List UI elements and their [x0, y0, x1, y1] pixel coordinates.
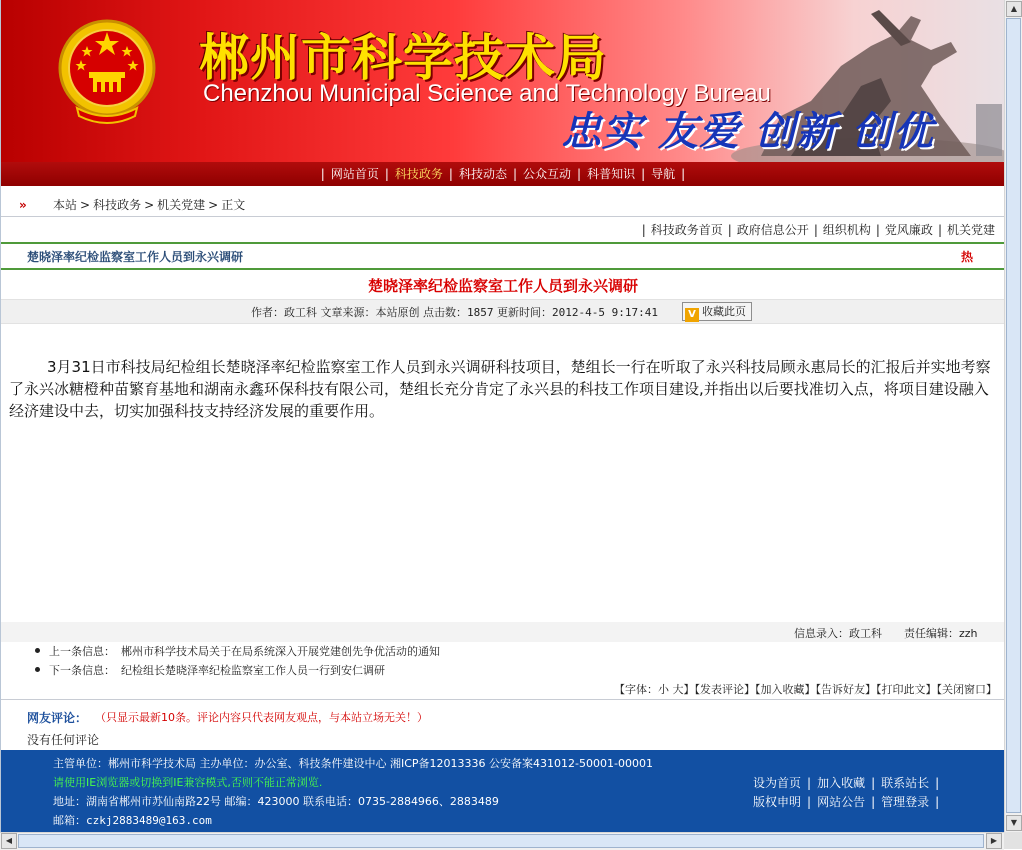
national-emblem-icon — [57, 12, 157, 130]
comments-note: （只显示最新10条。评论内容只代表网友观点，与本站立场无关！） — [95, 711, 428, 724]
update-time: 2012-4-5 9:17:41 — [552, 306, 658, 319]
article-title: 楚晓泽率纪检监察室工作人员到永兴调研 — [367, 277, 638, 295]
nav-item-guide[interactable]: 导航 — [651, 167, 676, 181]
breadcrumb-home[interactable]: 本站 — [53, 198, 78, 212]
subnav-item-gov-info[interactable]: 政府信息公开 — [736, 223, 809, 237]
footer-address: 地址：湖南省郴州市苏仙南路22号 邮编：423000 联系电话：0735-2884966、2883489 — [53, 795, 499, 808]
close-window-link[interactable]: 【关闭窗口】 — [936, 683, 997, 696]
footer-sponsor: 主管单位：郴州市科学技术局 主办单位：办公室、科技条件建设中心 湘ICP备12013336 公安备案431012-50001-00001 — [53, 757, 653, 770]
nav-item-sci-affairs[interactable]: 科技政务 — [394, 167, 443, 181]
banner-subtitle: Chenzhou Municipal Science and Technology Bureau — [203, 80, 771, 107]
no-comments-text: 没有任何评论 — [27, 733, 100, 747]
print-article-link[interactable]: 【打印此文】 — [876, 683, 937, 696]
next-article-link[interactable]: 纪检组长楚晓泽率纪检监察室工作人员一行到安仁调研 — [121, 664, 385, 677]
subnav-item-sci-affairs-home[interactable]: 科技政务首页 — [650, 223, 723, 237]
set-homepage-link[interactable]: 设为首页 — [753, 776, 802, 790]
subnav-item-integrity[interactable]: 党风廉政 — [884, 223, 933, 237]
nav-item-sci-news[interactable]: 科技动态 — [458, 167, 507, 181]
tell-friend-link[interactable]: 【告诉好友】 — [815, 683, 876, 696]
post-comment-link[interactable]: 【发表评论】 — [694, 683, 755, 696]
site-footer — [1, 750, 1005, 832]
vertical-scrollbar[interactable] — [1004, 0, 1022, 832]
divider — [1, 268, 1005, 270]
banner-title: 郴州市科学技术局 — [199, 29, 607, 87]
nav-item-public-interaction[interactable]: 公众互动 — [523, 167, 572, 181]
footer-email: 邮箱：czkj2883489@163.com — [53, 814, 212, 827]
article-body: 3月31日市科技局纪检组长楚晓泽率纪检监察室工作人员到永兴调研科技项目，楚组长一行在听取了永兴科技局顾永惠局长的汇报后并实地考察了永兴冰糖橙种苗繁育基地和湖南永鑫环保科技有限公司，楚组长充分肯定了永兴县的科技工作项目建设,并指出以后要找准切入点，将项目建设融入经济建设中去，切实加强科技支持经济发展的重要作用。 — [9, 358, 991, 420]
add-favorite-footer-link[interactable]: 加入收藏 — [817, 776, 866, 790]
article-header-title: 楚晓泽率纪检监察室工作人员到永兴调研 — [27, 250, 244, 264]
breadcrumb-party-building[interactable]: 机关党建 — [157, 198, 206, 212]
comments-label: 网友评论： — [27, 711, 88, 725]
prev-article-link[interactable]: 郴州市科学技术局关于在局系统深入开展党建创先争优活动的通知 — [121, 645, 440, 658]
admin-login-link[interactable]: 管理登录 — [881, 795, 930, 809]
footer-links-bottom: 版权申明 | 网站公告 | 管理登录 | — [753, 795, 940, 809]
main-nav: | 网站首页 | 科技政务 | 科技动态 | 公众互动 | 科普知识 | 导航 | — [1, 162, 1005, 186]
article-source: 本站原创 — [375, 306, 420, 319]
sub-nav: | 科技政务首页 | 政府信息公开 | 组织机构 | 党风廉政 | 机关党建 — [641, 223, 995, 237]
subnav-item-party-building[interactable]: 机关党建 — [946, 223, 995, 237]
divider — [1, 699, 1005, 700]
banner-slogan: 忠实 友爱 创新 创优 — [561, 109, 934, 155]
breadcrumb-current: 正文 — [221, 198, 246, 212]
scroll-up-icon[interactable]: ▲ — [1006, 1, 1022, 17]
prev-article: 上一条信息： 郴州市科学技术局关于在局系统深入开展党建创先争优活动的通知 — [35, 643, 440, 659]
divider — [1, 216, 1005, 217]
footer-browser-warning: 请使用IE浏览器或切换到IE兼容模式,否则不能正常浏览. — [53, 776, 323, 789]
nav-item-popular-science[interactable]: 科普知识 — [587, 167, 636, 181]
horizontal-scroll-thumb[interactable] — [18, 834, 984, 848]
divider — [1, 242, 1005, 244]
editor-name: zzh — [959, 627, 978, 640]
breadcrumb-sci-affairs[interactable]: 科技政务 — [93, 198, 142, 212]
site-banner — [1, 0, 1005, 162]
article-toolbar: 【字体：小 大】【发表评论】【加入收藏】【告诉好友】【打印此文】【关闭窗口】 — [614, 683, 997, 696]
scroll-left-icon[interactable]: ◀ — [1, 833, 17, 849]
site-notice-link[interactable]: 网站公告 — [817, 795, 866, 809]
add-favorite-link[interactable]: 【加入收藏】 — [755, 683, 816, 696]
font-large-link[interactable]: 大 — [672, 683, 684, 696]
horizontal-scrollbar[interactable] — [0, 832, 1004, 850]
article-meta: 作者：政工科 文章来源：本站原创 点击数：1857 更新时间：2012-4-5 9:17:41 — [251, 306, 658, 319]
scrollbar-corner — [1004, 832, 1022, 849]
hot-badge: 热 — [961, 250, 974, 264]
footer-links-top: 设为首页 | 加入收藏 | 联系站长 | — [753, 776, 940, 790]
input-by: 政工科 — [849, 627, 882, 640]
copyright-link[interactable]: 版权申明 — [753, 795, 802, 809]
next-article: 下一条信息： 纪检组长楚晓泽率纪检监察室工作人员一行到安仁调研 — [35, 662, 385, 678]
nav-item-home[interactable]: 网站首页 — [330, 167, 379, 181]
double-chevron-icon: » — [19, 198, 27, 212]
click-count: 1857 — [467, 306, 494, 319]
contact-admin-link[interactable]: 联系站长 — [881, 776, 930, 790]
vertical-scroll-thumb[interactable] — [1006, 18, 1021, 813]
scroll-right-icon[interactable]: ▶ — [986, 833, 1002, 849]
scroll-down-icon[interactable]: ▼ — [1006, 815, 1022, 831]
bookmark-icon: V — [685, 308, 699, 322]
breadcrumb: » 本站 > 科技政务 > 机关党建 > 正文 — [1, 195, 1005, 215]
article-credits: 信息录入：政工科 责任编辑：zzh — [794, 627, 978, 640]
article-author: 政工科 — [284, 306, 317, 319]
subnav-item-organization[interactable]: 组织机构 — [822, 223, 871, 237]
favorite-page-button[interactable]: V 收藏此页 — [682, 302, 752, 321]
font-small-link[interactable]: 小 — [658, 683, 669, 696]
